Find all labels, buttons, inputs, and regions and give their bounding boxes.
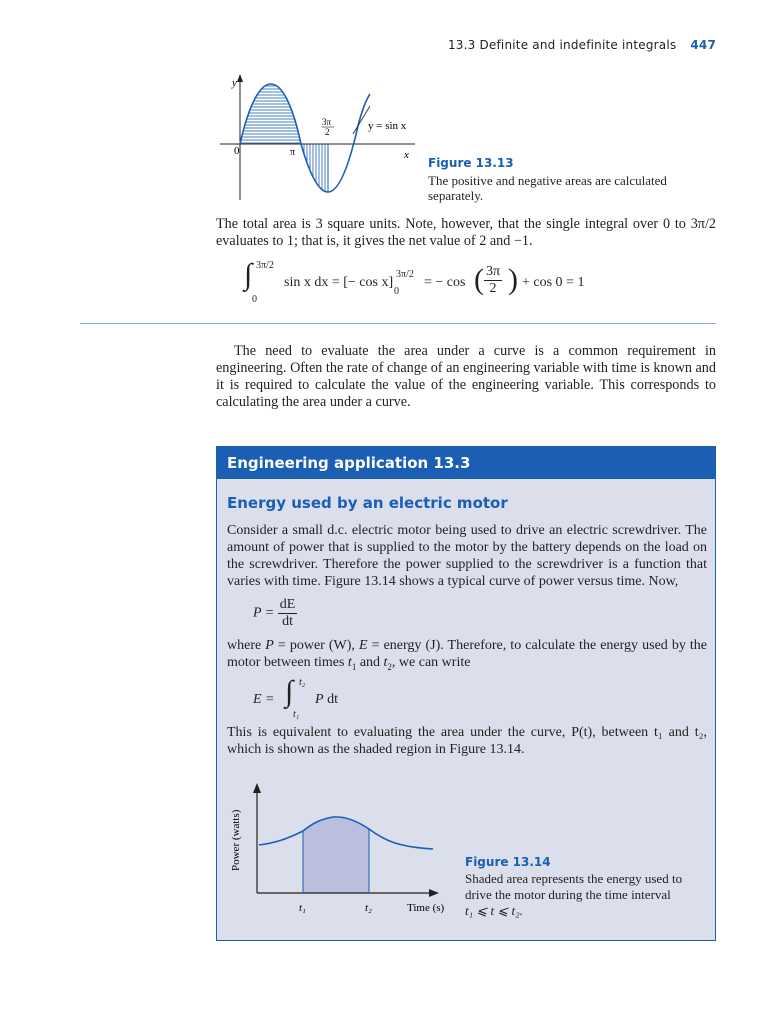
negative-area [301,144,328,192]
total-area-paragraph: The total area is 3 square units. Note, however, that the single integral over 0 to 3π/2 evaluates to 1; that is, it gives the net value of 2 and −1. [216,216,716,249]
axis-x-label: x [404,149,409,161]
bracket-upper: 3π/2 [396,269,414,280]
equation-power [253,597,297,630]
eq-e-integrand: P dt [315,692,338,707]
figure-13-14-caption-line-3: t₁ ⩽ t ⩽ t₂. [465,903,523,918]
page-number: 447 [690,38,716,52]
integral-sign: ∫ [244,258,253,291]
bracket-lower: 0 [394,286,399,297]
paren-right: ) [508,263,518,296]
figure-13-13-graph [210,70,420,200]
integral-upper-limit: 3π/2 [256,260,274,271]
tick-3pi-num: 3π [322,117,332,127]
integral-lower-limit: 0 [252,294,257,305]
need-paragraph: The need to evaluate the area under a curve is a common requirement in engineering. Often the rate of change of an engineering variable with time is known and it is required to calculate the value of the engineering variable. This corresponds to calculating the area under a curve. [216,343,716,410]
eq-e-integral-sign: ∫ [285,675,294,708]
paren-left: ( [474,263,484,296]
tick-t1: t₁ [299,902,306,914]
origin-label: 0 [234,145,240,157]
minus-cos: = − cos [424,275,466,290]
y-axis-arrow [237,74,243,82]
equation-energy [253,675,373,723]
eq-p-fraction: $\frac{dE}{dt}$ [279,597,296,629]
figure-13-13-caption: The positive and negative areas are calculated separately. [428,173,667,203]
integrand: sin x dx = [− cos x] [284,275,394,290]
figure-13-14-graph [221,777,457,927]
shaded-energy-region [303,817,369,893]
time-axis-arrow [429,889,439,897]
application-paragraph-1: Consider a small d.c. electric motor being used to drive an electric screwdriver. The amount of power that is supplied to the motor by the battery depends on the load on the screwdriver. Therefore the power supplied to the screwdriver is a function that varies with time. Figure 13.14 shows a typical curve of power versus time. Now, [227,523,707,589]
section-divider [80,323,716,324]
figure-13-14-label: Figure 13.14 [465,855,551,869]
tick-pi-label: π [290,147,296,158]
eq-e-lhs: E = [253,692,275,707]
power-axis-arrow [253,783,261,793]
application-paragraph-2: where P = power (W), E = energy (J). Therefore, to calculate the energy used by the motor between times $t_1$ and $t_2$, we can write [227,638,708,672]
eq-e-upper: t₂ [299,677,306,688]
axis-y-label: y [232,77,237,89]
application-paragraph-3: This is equivalent to evaluating the area under the curve, P(t), between t₁ and t₂, which is shown as the shaded region in Figure 13.14. [227,725,707,757]
figure-13-14-caption-line-2: drive the motor during the time interval [465,887,671,902]
box-title: Engineering application 13.3 [227,454,471,472]
running-header [0,38,716,52]
eq-p-lhs: P = [253,605,275,621]
time-axis-label: Time (s) [407,902,445,914]
figure-13-14-caption-line-1: Shaded area represents the energy used to [465,871,683,886]
eq-e-lower: t₁ [293,709,300,720]
engineering-application-box [216,446,716,941]
box-subtitle: Energy used by an electric motor [227,494,508,512]
curve-label: y = sin x [368,120,407,132]
fraction-3pi-2: $\frac{3\pi}{2}$ [486,264,501,296]
section-title: 13.3 Definite and indefinite integrals [447,38,677,52]
tick-t2: t₂ [365,902,372,914]
equation-tail: + cos 0 = 1 [522,275,585,290]
power-axis-label: Power (watts) [230,809,242,871]
equation-sine-integral [244,258,664,306]
figure-13-13-label: Figure 13.13 [428,156,514,170]
tick-3pi-den: 2 [325,127,330,137]
